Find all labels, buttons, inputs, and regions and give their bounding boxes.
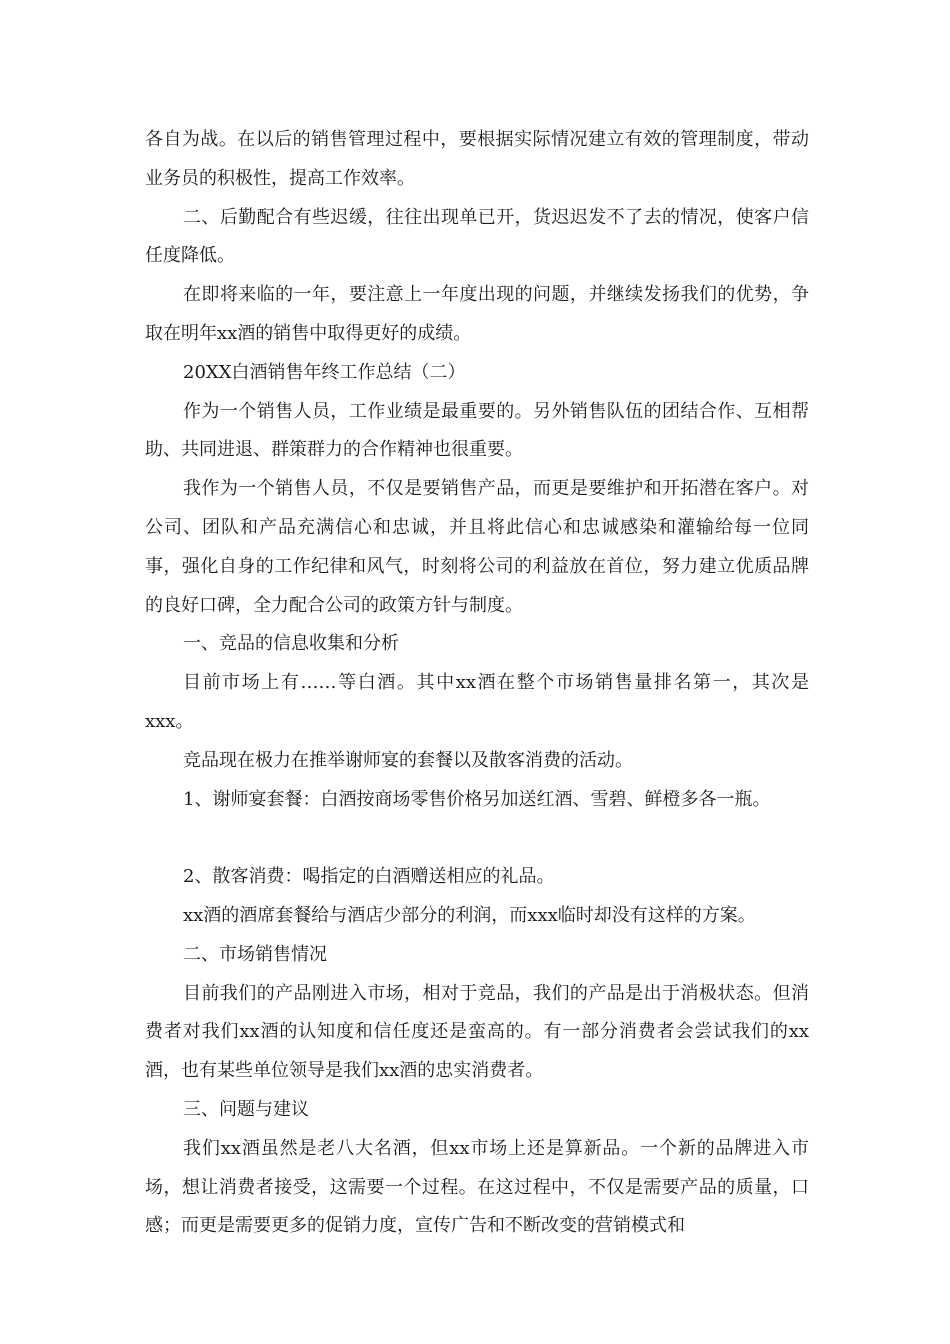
paragraph-logistics-issue: 二、后勤配合有些迟缓，往往出现单已开，货迟迟发不了去的情况，使客户信任度降低。 — [145, 206, 809, 267]
paragraph-next-year: 在即将来临的一年，要注意上一年度出现的问题，并继续发扬我们的优势，争取在明年xx酒的销售中取得更好的成绩。 — [145, 284, 809, 344]
paragraph-competitor-promotion: 竞品现在极力在推举谢师宴的套餐以及散客消费的活动。 — [183, 749, 633, 771]
paragraph-intro: 作为一个销售人员，工作业绩是最重要的。另外销售队伍的团结合作、互相帮助、共同进退、群策群力的合作精神也很重要。 — [145, 400, 809, 461]
document-body — [145, 121, 809, 1246]
heading-issues-suggestions: 三、问题与建议 — [183, 1098, 309, 1120]
paragraph-new-brand: 我们xx酒虽然是老八大名酒，但xx市场上还是算新品。一个新的品牌进入市场，想让消费者接受，这需要一个过程。在这过程中，不仅是需要产品的质量，口感；而更是需要更多的促销力度，宣传广告和不断改变的营销模式和 — [145, 1137, 809, 1237]
paragraph-continuation: 各自为战。在以后的销售管理过程中，要根据实际情况建立有效的管理制度，带动业务员的积极性，提高工作效率。 — [145, 129, 809, 189]
list-item-banquet-package: 1、谢师宴套餐：白酒按商场零售价格另加送红酒、雪碧、鲜橙多各一瓶。 — [183, 788, 771, 810]
list-item-retail-consumption: 2、散客消费：喝指定的白酒赠送相应的礼品。 — [183, 866, 555, 888]
paragraph-role: 我作为一个销售人员，不仅是要销售产品，而更是要维护和开拓潜在客户。对公司、团队和产品充满信心和忠诚，并且将此信心和忠诚感染和灌输给每一位同事，强化自身的工作纪律和风气，时刻将公司的利益放在首位，努力建立优质品牌的良好口碑，全力配合公司的政策方针与制度。 — [145, 478, 809, 616]
section-title: 20XX白酒销售年终工作总结（二） — [183, 361, 466, 383]
paragraph-package-comparison: xx酒的酒席套餐给与酒店少部分的利润，而xxx临时却没有这样的方案。 — [183, 904, 756, 926]
blank-line — [145, 819, 809, 858]
paragraph-market-status: 目前我们的产品刚进入市场，相对于竞品，我们的产品是出于消极状态。但消费者对我们xx酒的认知度和信任度还是蛮高的。有一部分消费者会尝试我们的xx酒，也有某些单位领导是我们xx酒的忠实消费者。 — [145, 982, 809, 1082]
heading-market-sales: 二、市场销售情况 — [183, 943, 327, 965]
paragraph-market-ranking: 目前市场上有……等白酒。其中xx酒在整个市场销售量排名第一，其次是xxx。 — [145, 672, 809, 732]
heading-competitor-analysis: 一、竞品的信息收集和分析 — [183, 633, 399, 655]
